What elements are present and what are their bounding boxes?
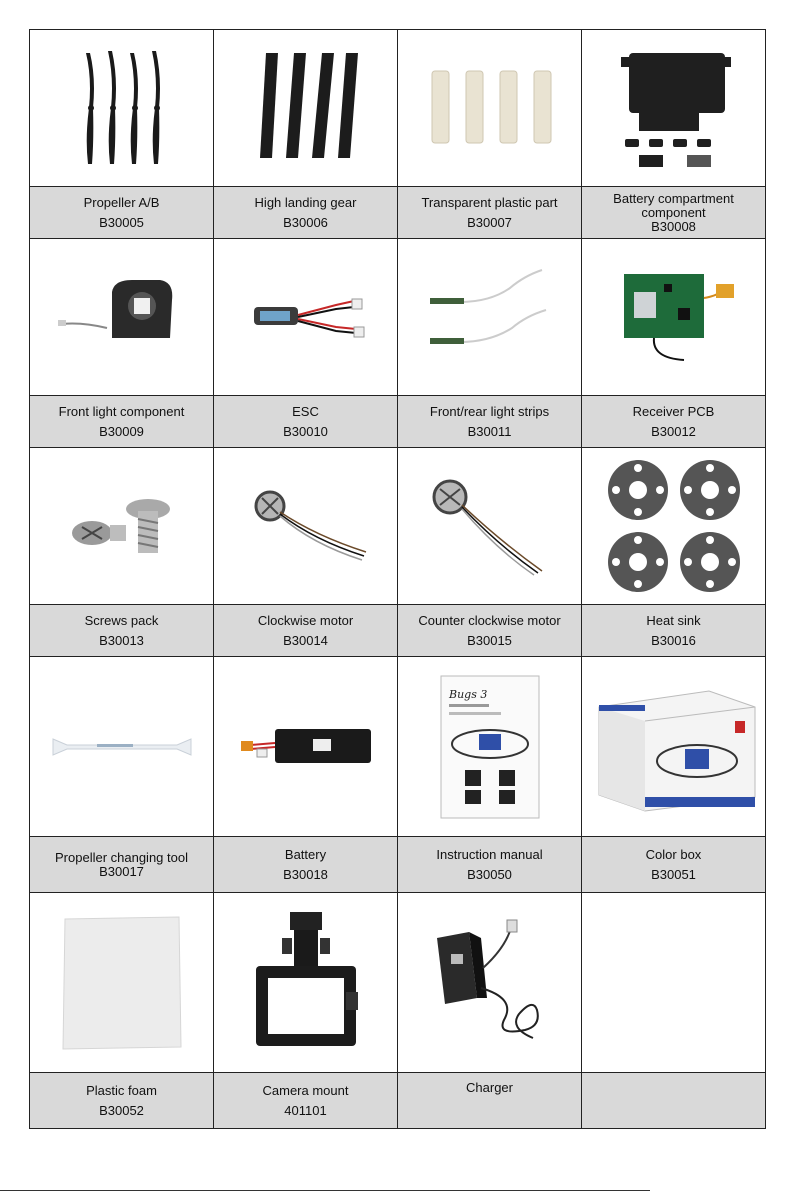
parts-row (30, 892, 765, 1128)
part-caption (30, 187, 213, 238)
camera-mount-icon (214, 893, 397, 1073)
part-code: B30018 (283, 866, 328, 882)
part-caption (214, 1073, 397, 1128)
part-name: High landing gear (254, 194, 357, 210)
part-cell (398, 657, 582, 892)
parts-row (30, 447, 765, 656)
propellers-icon (30, 30, 213, 187)
plastic-part-icon (398, 30, 581, 187)
ccw-motor-icon (398, 448, 581, 605)
receiver-pcb-icon (582, 239, 765, 396)
part-cell (582, 448, 765, 656)
part-name: Plastic foam (86, 1082, 157, 1098)
part-caption (398, 396, 581, 447)
part-name: Counter clockwise motor (418, 612, 561, 628)
part-code: B30017 (99, 863, 144, 879)
part-caption (582, 837, 765, 892)
part-name: Receiver PCB (632, 403, 715, 419)
screws-icon (30, 448, 213, 605)
light-strips-icon (398, 239, 581, 396)
part-name: Camera mount (262, 1082, 349, 1098)
part-name: Transparent plastic part (421, 194, 558, 210)
landing-gear-icon (214, 30, 397, 187)
part-caption (214, 837, 397, 892)
part-caption (30, 1073, 213, 1128)
part-caption (214, 187, 397, 238)
part-name: Propeller changing tool (55, 849, 188, 865)
part-code: B30009 (99, 423, 144, 439)
part-caption (214, 396, 397, 447)
part-caption (398, 837, 581, 892)
battery-compartment-icon (582, 30, 765, 187)
part-name: Front light component (58, 403, 185, 419)
esc-icon (214, 239, 397, 396)
parts-row (30, 238, 765, 447)
part-caption (398, 605, 581, 656)
part-cell (30, 893, 214, 1128)
part-caption (582, 396, 765, 447)
part-code: B30051 (651, 866, 696, 882)
part-cell (582, 657, 765, 892)
part-code: B30052 (99, 1102, 144, 1118)
part-caption (214, 605, 397, 656)
part-code: B30012 (651, 423, 696, 439)
part-code: B30010 (283, 423, 328, 439)
part-code: B30006 (283, 214, 328, 230)
part-cell (30, 448, 214, 656)
part-caption (30, 396, 213, 447)
part-caption (582, 1073, 765, 1128)
battery-icon (214, 657, 397, 837)
part-code: B30008 (651, 218, 696, 234)
parts-row (30, 656, 765, 892)
part-name: Screws pack (84, 612, 159, 628)
part-name: Battery (284, 846, 327, 862)
parts-table (29, 29, 766, 1129)
part-cell (30, 239, 214, 447)
part-name: Color box (645, 846, 702, 862)
part-name: Heat sink (646, 612, 701, 628)
part-code: B30013 (99, 632, 144, 648)
part-cell (398, 30, 582, 238)
part-name: ESC (292, 403, 319, 419)
front-light-icon (30, 239, 213, 396)
part-caption (30, 837, 213, 892)
plastic-foam-icon (30, 893, 213, 1073)
part-cell (398, 893, 582, 1128)
cw-motor-icon (214, 448, 397, 605)
part-cell-empty (582, 893, 765, 1128)
part-code: B30007 (467, 214, 512, 230)
part-cell (398, 448, 582, 656)
parts-row (30, 30, 765, 238)
part-cell (582, 30, 765, 238)
part-name: Clockwise motor (257, 612, 354, 628)
part-code: B30015 (467, 632, 512, 648)
part-name: Battery compartment component (613, 190, 734, 220)
part-name: Instruction manual (436, 846, 543, 862)
footer-divider (0, 1190, 650, 1191)
part-name: Propeller A/B (83, 194, 160, 210)
part-cell (582, 239, 765, 447)
part-code: B30016 (651, 632, 696, 648)
manual-brand: Bugs 3 (448, 687, 487, 701)
part-cell (214, 30, 398, 238)
charger-icon (398, 893, 581, 1073)
part-caption (398, 187, 581, 238)
part-cell (398, 239, 582, 447)
part-cell (214, 893, 398, 1128)
part-code: B30005 (99, 214, 144, 230)
part-caption (582, 605, 765, 656)
part-caption (398, 1073, 581, 1128)
part-name: Charger (466, 1080, 513, 1095)
color-box-icon (582, 657, 765, 837)
part-caption (30, 605, 213, 656)
empty-image-area (582, 893, 765, 1073)
part-cell (30, 30, 214, 238)
part-caption (582, 187, 765, 238)
part-code: B30050 (467, 866, 512, 882)
part-cell (214, 657, 398, 892)
part-cell (214, 448, 398, 656)
part-cell (30, 657, 214, 892)
part-code: 401101 (284, 1102, 327, 1118)
propeller-tool-icon (30, 657, 213, 837)
part-cell (214, 239, 398, 447)
part-code: B30011 (467, 423, 512, 439)
heat-sink-icon (582, 448, 765, 605)
part-code: B30014 (283, 632, 328, 648)
manual-icon (398, 657, 581, 837)
part-name: Front/rear light strips (429, 403, 550, 419)
